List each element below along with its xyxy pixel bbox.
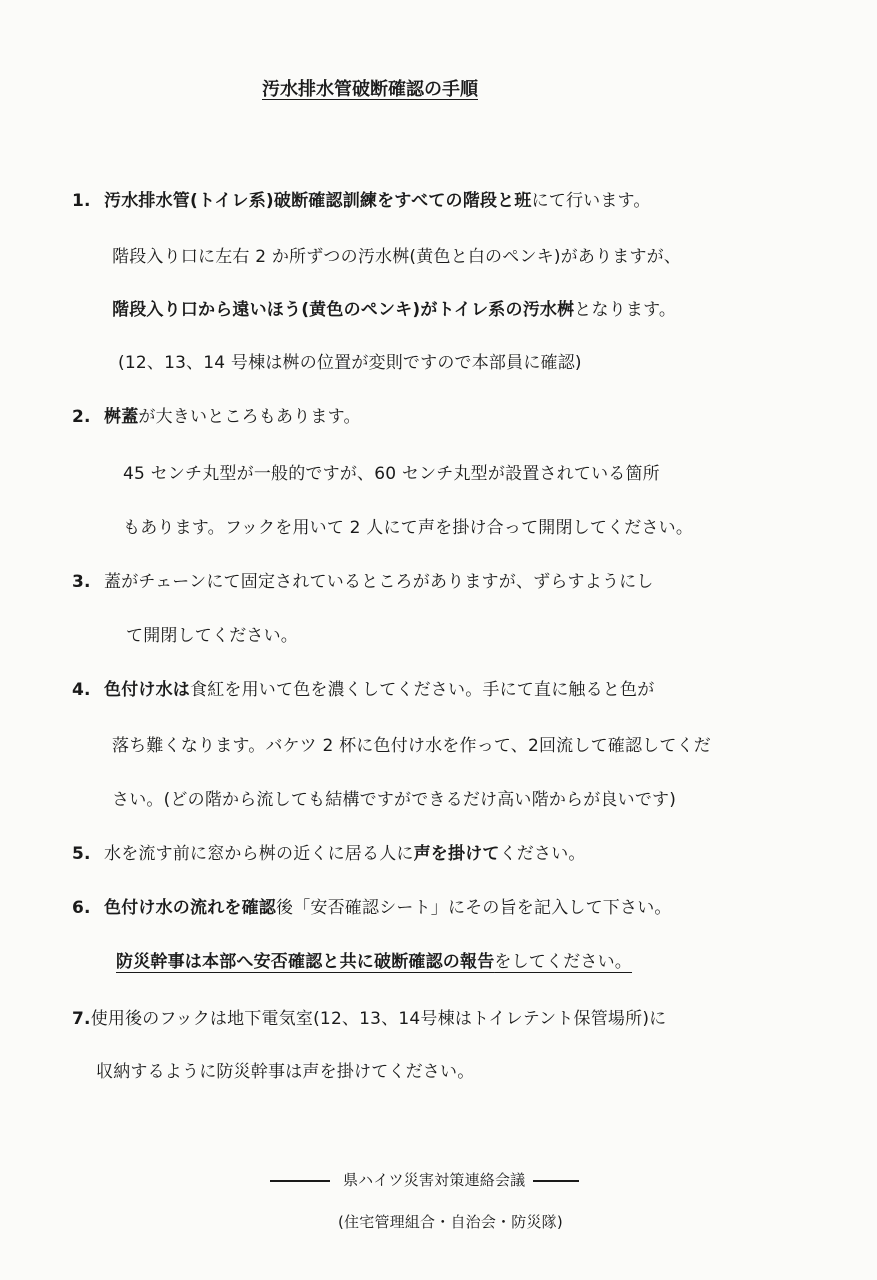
item-6-line-2-text: をしてください。 — [494, 952, 633, 972]
item-6-line-2-bold: 防災幹事は本部へ安否確認と共に破断確認の報告 — [116, 952, 495, 972]
item-3-text: 蓋がチェーンにて固定されているところがありますが、ずらすようにし — [104, 572, 654, 592]
item-5-text: 水を流す前に窓から桝の近くに居る人に — [104, 844, 414, 864]
item-5-text-end: ください。 — [499, 844, 586, 864]
item-4-text-bold: 色付け水は — [104, 680, 190, 700]
item-6-line-2 — [116, 950, 632, 974]
item-3-line-1 — [72, 570, 654, 594]
item-1-text: にて行います。 — [531, 191, 651, 211]
item-6-text-bold: 色付け水の流れを確認 — [104, 898, 276, 918]
item-7-number: 7. — [72, 1009, 91, 1029]
item-2-number: 2. — [72, 407, 91, 427]
item-1-line-3 — [112, 298, 676, 322]
item-2-line-3: もあります。フックを用いて 2 人にて声を掛け合って開閉してください。 — [123, 518, 694, 538]
item-7-line-1 — [72, 1007, 666, 1031]
item-4-text: 食紅を用いて色を濃くしてください。手にて直に触ると色が — [190, 680, 655, 700]
item-7-line-2: 収納するように防災幹事は声を掛けてください。 — [96, 1062, 475, 1082]
page-title: 汚水排水管破断確認の手順 — [262, 79, 478, 100]
item-1-line-3-bold: 階段入り口から遠いほう(黄色のペンキ)がトイレ系の汚水桝 — [112, 300, 575, 320]
item-4-line-3: さい。(どの階から流しても結構ですができるだけ高い階からが良いです) — [112, 790, 677, 810]
item-7-text: 使用後のフックは地下電気室(12、13、14号棟はトイレテント保管場所)に — [90, 1009, 667, 1029]
footer-organization-line — [270, 1168, 579, 1192]
item-5-number: 5. — [72, 844, 91, 864]
footer-dash-right — [533, 1180, 579, 1182]
item-2-text-bold: 桝蓋 — [104, 407, 139, 427]
item-1-line-2: 階段入り口に左右 2 か所ずつの汚水桝(黄色と白のペンキ)がありますが、 — [112, 247, 682, 267]
item-1-line-1 — [72, 189, 651, 213]
item-3-line-2: て開閉してください。 — [126, 626, 298, 646]
item-6-number: 6. — [72, 898, 91, 918]
item-1-line-3-text: となります。 — [574, 300, 677, 320]
footer-organization: 県ハイツ災害対策連絡会議 — [342, 1171, 526, 1189]
item-5-line-1 — [72, 842, 586, 866]
item-2-text: が大きいところもあります。 — [138, 407, 361, 427]
item-4-number: 4. — [72, 680, 91, 700]
item-4-line-2: 落ち難くなります。バケツ 2 杯に色付け水を作って、2回流して確認してくだ — [112, 736, 711, 756]
item-5-text-bold: 声を掛けて — [413, 844, 500, 864]
item-6-text: 後「安否確認シート」にその旨を記入して下さい。 — [276, 898, 672, 918]
item-1-number: 1. — [72, 191, 91, 211]
footer-dash-left — [270, 1180, 330, 1182]
footer-subtitle: (住宅管理組合・自治会・防災隊) — [338, 1213, 563, 1231]
item-1-text-bold: 汚水排水管(トイレ系)破断確認訓練をすべての階段と班 — [104, 191, 532, 211]
item-4-line-1 — [72, 678, 654, 702]
item-6-line-1 — [72, 896, 672, 920]
item-2-line-1 — [72, 405, 361, 429]
item-1-line-4: (12、13、14 号棟は桝の位置が変則ですので本部員に確認) — [118, 353, 582, 373]
item-3-number: 3. — [72, 572, 91, 592]
item-2-line-2: 45 センチ丸型が一般的ですが、60 センチ丸型が設置されている箇所 — [123, 464, 660, 484]
